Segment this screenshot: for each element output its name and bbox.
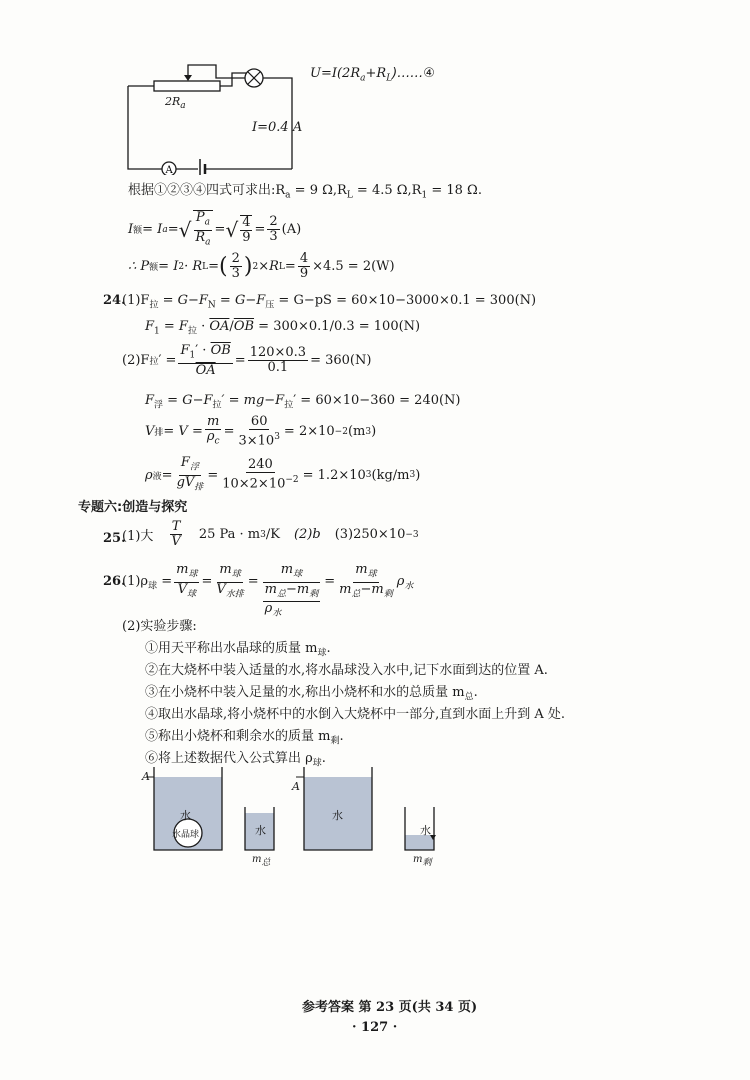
step-4: ④取出水晶球,将小烧杯中的水倒入大烧杯中一部分,直到水面上升到 A 处. [145, 707, 566, 722]
question-24-number: 24. [103, 293, 126, 308]
step-3: ③在小烧杯中装入足量的水,称出小烧杯和水的总质量 $m_总$. [145, 685, 478, 703]
q24-line-2: $F_1 = F_拉 \cdot \overline{OA}/\overline{OB} = 300\times 0.1/0.3 = 100(N)$ [145, 319, 421, 337]
step-2: ②在大烧杯中装入适量的水,将水晶球没入水中,记下水面到达的位置 A. [145, 663, 548, 678]
page-number: · 127 · [352, 1020, 398, 1035]
q24-line-4: $F_浮 = G-F_拉' = mg-F_拉' = 60\times 10-360 = 240(N)$ [145, 393, 461, 411]
q26-formula: $(1)\rho_球$ = $\frac{m_球}{V_球}$ = $\frac{m_球}{V_{水排}}$ = $\frac{m_球}{\frac{m_总-m_剩}{\rho_水}}$ = $\frac{m_球}{m_总-m_剩}$ $\rho_水$ [122, 562, 414, 619]
footer-label: 参考答案 第 23 页(共 34 页) [302, 1000, 478, 1015]
question-26-number: 26. [103, 574, 126, 589]
ball-label: 水晶球 [172, 830, 200, 840]
water-label-1: 水 [180, 809, 191, 822]
q24-line-1: $(1)F_拉 = G-F_N = G-F_压 = G-pS = 60\times 10-3000\times 0.1 = 300(N)$ [122, 293, 537, 311]
water-label-3: 水 [332, 809, 343, 822]
water-label-4: 水 [420, 824, 431, 837]
mark-a-1: A [142, 770, 150, 783]
rheostat-symbol [154, 81, 220, 91]
q24-line-6: ρ 液 = $\frac{F_浮}{gV_排}$ = $\frac{240}{10\times 2\times 10^{-2}}$ = 1.2×10 3 (kg/m 3 ) [145, 455, 421, 493]
step-1: ①用天平称出水晶球的质量 $m_球$. [145, 641, 331, 659]
mark-a-2: A [292, 780, 300, 793]
ammeter-label: A [165, 165, 173, 175]
step-5: ⑤称出小烧杯和剩余水的质量 $m_剩$. [145, 729, 344, 747]
result-line: 根据①②③④四式可求出$:R_a = 9$ $\Omega,R_L = 4.5$ $\Omega,R_1 = 18$ Ω. [128, 183, 482, 201]
question-25-number: 25. [103, 531, 126, 546]
mass-total-label: $m_总$ [252, 854, 271, 868]
circuit-diagram [120, 55, 305, 175]
step-6: ⑥将上述数据代入公式算出 $\rho_球$. [145, 751, 326, 769]
resistor-label: $2R_a$ [165, 95, 186, 112]
q25-answer: (1)大 $\frac{T}{V}$ 25 Pa · m 3 /K (2)b (3)250×10 −3 [122, 519, 419, 549]
power-equation: ∴ P 额 = I 2 · R L = ( $\frac{2}{3}$ ) 2 ×R L = $\frac{4}{9}$ ×4.5 = 2(W) [128, 251, 395, 281]
q24-line-3: (2)F 拉 ′ = $\frac{F_1' \cdot \overline{OB}}{OA}$ = $\frac{120\times 0.3}{0.1}$ = 360(N) [122, 343, 372, 378]
mass-rest-label: $m_剩$ [413, 854, 432, 868]
steps-title: (2)实验步骤: [122, 619, 197, 634]
equation-4: $U=I(2R_a+R_L)\dots\dots ④$ [310, 66, 435, 84]
q24-line-5: V 排 = V = $\frac{m}{\rho_c}$ = $\frac{60}{3\times 10^3}$ = 2×10 −2 (m 3 ) [145, 414, 377, 449]
section-title: 专题六:创造与探究 [78, 500, 188, 515]
water-label-2: 水 [255, 824, 266, 837]
current-label: I=0.4 A [252, 120, 303, 135]
current-equation: I 额 = I a = √ $\frac{P_a}{R_a}$ = √ $\frac{4}{9}$ = $\frac{2}{3}$ (A) [128, 210, 302, 248]
